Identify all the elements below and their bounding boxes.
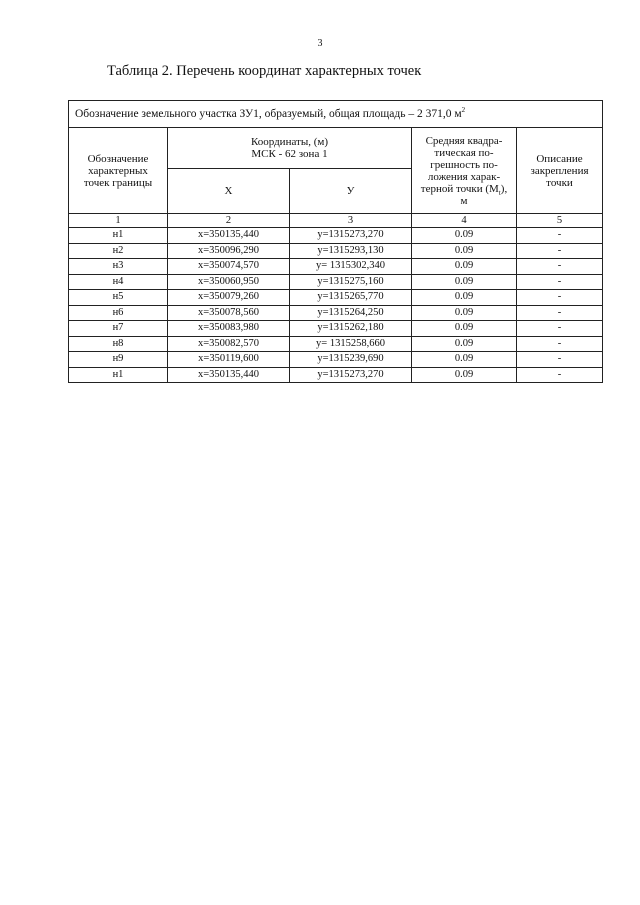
error-cell: 0.09 (412, 228, 517, 244)
y-coordinate-cell: y= 1315302,340 (290, 259, 412, 275)
column-number: 5 (517, 214, 603, 228)
land-plot-title-text: Обозначение земельного участка ЗУ1, образуемый, общая площадь – 2 371,0 м (75, 108, 462, 120)
point-cell: н3 (69, 259, 168, 275)
table-row (69, 259, 603, 275)
error-cell: 0.09 (412, 243, 517, 259)
x-coordinate-cell: x=350074,570 (168, 259, 290, 275)
point-cell: н6 (69, 305, 168, 321)
y-coordinate-cell: y=1315275,160 (290, 274, 412, 290)
description-cell: - (517, 352, 603, 368)
table-row (69, 336, 603, 352)
table-title-row (69, 101, 603, 128)
x-coordinate-cell: x=350119,600 (168, 352, 290, 368)
table-row (69, 274, 603, 290)
table-row (69, 321, 603, 337)
coordinates-header (168, 128, 412, 169)
x-coordinate-cell: x=350135,440 (168, 228, 290, 244)
y-coordinate-cell: y=1315273,270 (290, 228, 412, 244)
description-cell: - (517, 321, 603, 337)
header-row-1 (69, 128, 603, 169)
y-coordinate-cell: y=1315264,250 (290, 305, 412, 321)
column-number: 1 (69, 214, 168, 228)
y-coordinate-cell: y=1315262,180 (290, 321, 412, 337)
error-cell: 0.09 (412, 259, 517, 275)
error-cell: 0.09 (412, 305, 517, 321)
x-coordinate-cell: x=350078,560 (168, 305, 290, 321)
description-cell: - (517, 290, 603, 306)
page-number: 3 (317, 38, 323, 49)
table-row (69, 228, 603, 244)
description-cell: - (517, 305, 603, 321)
point-designation-header: Обозначение характерных точек границы (69, 128, 168, 214)
table-row (69, 243, 603, 259)
description-header: Описание закрепления точки (517, 128, 603, 214)
x-coordinate-cell: x=350079,260 (168, 290, 290, 306)
land-plot-title-unit-sup: 2 (461, 106, 466, 115)
x-coordinate-cell: x=350096,290 (168, 243, 290, 259)
error-cell: 0.09 (412, 274, 517, 290)
y-coordinate-cell: y=1315273,270 (290, 367, 412, 383)
column-number: 4 (412, 214, 517, 228)
table-caption: Таблица 2. Перечень координат характерных точек (107, 63, 422, 79)
point-cell: н2 (69, 243, 168, 259)
error-header-end: ), м (460, 182, 508, 207)
table-row (69, 305, 603, 321)
x-coordinate-cell: x=350135,440 (168, 367, 290, 383)
x-coordinate-cell: x=350083,980 (168, 321, 290, 337)
land-plot-title (69, 101, 603, 128)
error-cell: 0.09 (412, 367, 517, 383)
y-header: У (290, 169, 412, 214)
point-cell: н8 (69, 336, 168, 352)
column-numbers-row (69, 214, 603, 228)
column-number: 2 (168, 214, 290, 228)
coordinates-table-body (69, 101, 603, 383)
error-cell: 0.09 (412, 321, 517, 337)
error-header-main: Средняя квадра-тическая по-грешность по-ложения харак-терной точки (M (420, 134, 503, 195)
error-header (412, 128, 517, 214)
error-cell: 0.09 (412, 352, 517, 368)
point-cell: н9 (69, 352, 168, 368)
point-cell: н1 (69, 367, 168, 383)
x-coordinate-cell: x=350060,950 (168, 274, 290, 290)
table-row (69, 290, 603, 306)
description-cell: - (517, 274, 603, 290)
description-cell: - (517, 367, 603, 383)
x-coordinate-cell: x=350082,570 (168, 336, 290, 352)
point-cell: н5 (69, 290, 168, 306)
description-cell: - (517, 336, 603, 352)
point-cell: н7 (69, 321, 168, 337)
coordinates-header-line2: МСК - 62 зона 1 (251, 148, 328, 160)
coordinates-header-line1: Координаты, (м) (250, 136, 329, 148)
table-row (69, 367, 603, 383)
x-header: X (168, 169, 290, 214)
y-coordinate-cell: y=1315293,130 (290, 243, 412, 259)
error-header-sub: t (498, 188, 501, 197)
y-coordinate-cell: y=1315265,770 (290, 290, 412, 306)
column-number: 3 (290, 214, 412, 228)
point-cell: н4 (69, 274, 168, 290)
error-cell: 0.09 (412, 290, 517, 306)
description-cell: - (517, 243, 603, 259)
error-cell: 0.09 (412, 336, 517, 352)
description-cell: - (517, 228, 603, 244)
y-coordinate-cell: y= 1315258,660 (290, 336, 412, 352)
description-cell: - (517, 259, 603, 275)
table-row (69, 352, 603, 368)
y-coordinate-cell: y=1315239,690 (290, 352, 412, 368)
point-cell: н1 (69, 228, 168, 244)
coordinates-table (68, 100, 603, 383)
